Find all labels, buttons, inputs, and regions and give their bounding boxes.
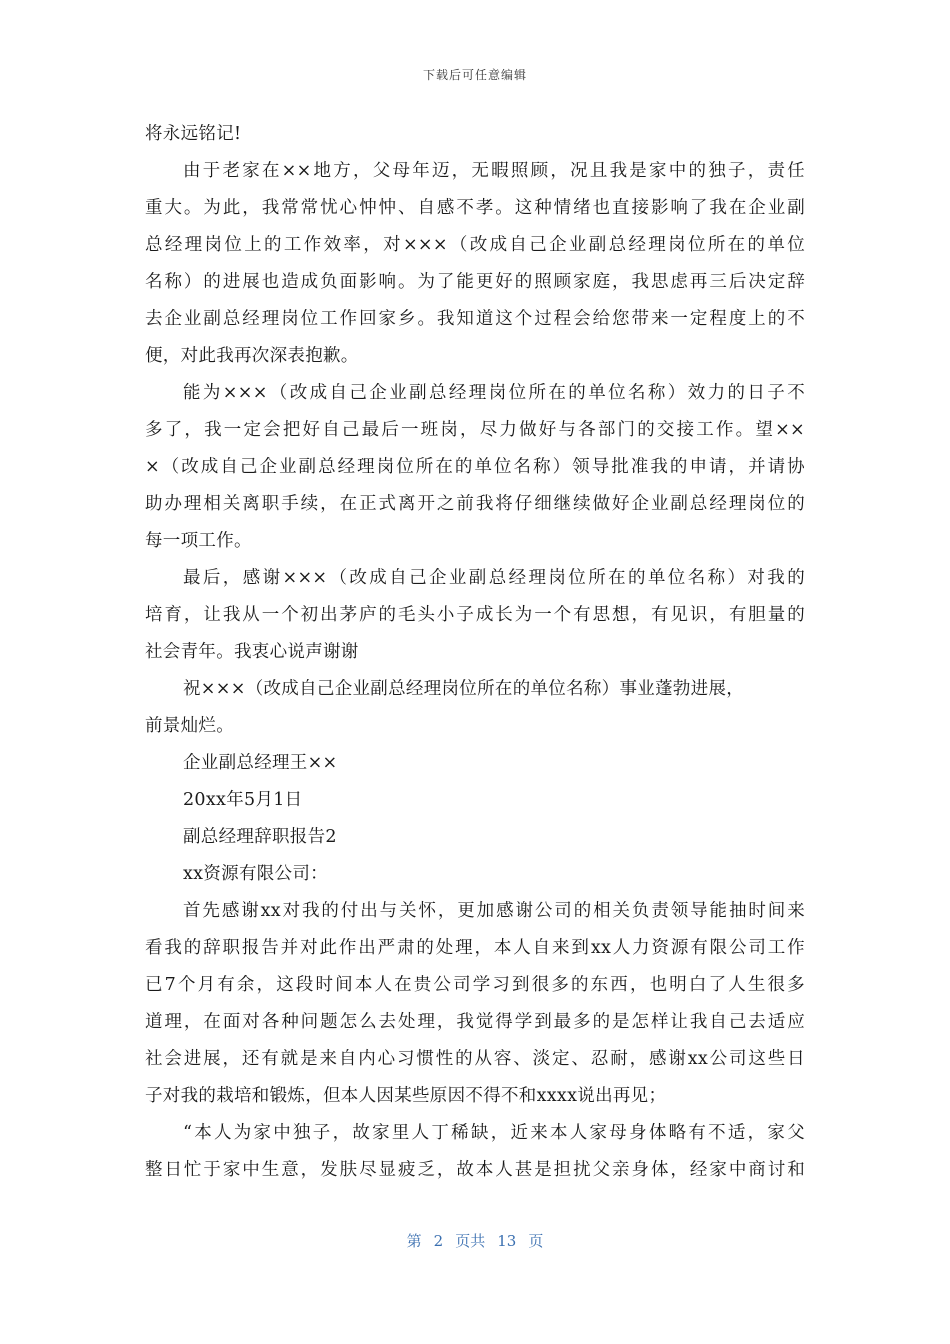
text-line: xx资源有限公司：: [183, 864, 328, 884]
page-footer: [0, 1230, 950, 1251]
text-line: 名称）的进展也造成负面影响。为了能更好的照顾家庭，我思虑再三后决定辞: [145, 272, 805, 292]
text-line: 社会进展，还有就是来自内心习惯性的从容、淡定、忍耐，感谢xx公司这些日: [145, 1049, 805, 1069]
text-line: 最后，感谢×××（改成自己企业副总经理岗位所在的单位名称）对我的: [183, 568, 805, 588]
document-body: [145, 116, 805, 1189]
text-line: 多了，我一定会把好自己最后一班岗，尽力做好与各部门的交接工作。望××: [145, 420, 805, 440]
text-line: 首先感谢xx对我的付出与关怀，更加感谢公司的相关负责领导能抽时间来: [183, 901, 805, 921]
text-line: 总经理岗位上的工作效率，对×××（改成自己企业副总经理岗位所在的单位: [145, 235, 805, 255]
page-label-middle: 页共: [455, 1232, 486, 1250]
text-line: 已7个月有余，这段时间本人在贵公司学习到很多的东西，也明白了人生很多: [145, 975, 805, 995]
text-line: 助办理相关离职手续，在正式离开之前我将仔细继续做好企业副总经理岗位的: [145, 494, 805, 514]
text-line: 将永远铭记!: [145, 124, 242, 144]
text-line: 培育，让我从一个初出茅庐的毛头小子成长为一个有思想，有见识，有胆量的: [145, 605, 805, 625]
text-line: “本人为家中独子，故家里人丁稀缺，近来本人家母身体略有不适，家父: [183, 1123, 805, 1143]
text-line: 去企业副总经理岗位工作回家乡。我知道这个过程会给您带来一定程度上的不: [145, 309, 805, 329]
text-line: 由于老家在××地方，父母年迈，无暇照顾，况且我是家中的独子，责任: [183, 161, 805, 181]
text-line: 每一项工作。: [145, 531, 252, 551]
page-current-number: 2: [433, 1232, 444, 1250]
text-line: 社会青年。我衷心说声谢谢: [145, 642, 359, 662]
page-label-prefix: 第: [406, 1232, 422, 1250]
text-line: 便，对此我再次深表抱歉。: [145, 346, 359, 366]
text-line: 整日忙于家中生意，发肤尽显疲乏，故本人甚是担扰父亲身体，经家中商讨和: [145, 1160, 805, 1180]
text-line: ×（改成自己企业副总经理岗位所在的单位名称）领导批准我的申请，并请协: [145, 457, 805, 477]
text-line: 20xx年5月1日: [183, 790, 303, 810]
text-line: 子对我的栽培和锻炼，但本人因某些原因不得不和xxxx说出再见；: [145, 1086, 667, 1106]
page-label-suffix: 页: [528, 1232, 544, 1250]
text-line: 副总经理辞职报告2: [183, 827, 337, 847]
text-line: 前景灿烂。: [145, 716, 234, 736]
text-line: 企业副总经理王××: [183, 753, 338, 773]
page-header: 下载后可任意编辑: [422, 68, 527, 82]
page-total-number: 13: [497, 1232, 517, 1250]
text-line: 看我的辞职报告并对此作出严肃的处理，本人自来到xx人力资源有限公司工作: [145, 938, 805, 958]
text-line: 道理，在面对各种问题怎么去处理，我觉得学到最多的是怎样让我自己去适应: [145, 1012, 805, 1032]
text-line: 祝×××（改成自己企业副总经理岗位所在的单位名称）事业蓬勃进展，: [183, 679, 745, 699]
text-line: 重大。为此，我常常忧心忡忡、自感不孝。这种情绪也直接影响了我在企业副: [145, 198, 805, 218]
text-line: 能为×××（改成自己企业副总经理岗位所在的单位名称）效力的日子不: [183, 383, 805, 403]
